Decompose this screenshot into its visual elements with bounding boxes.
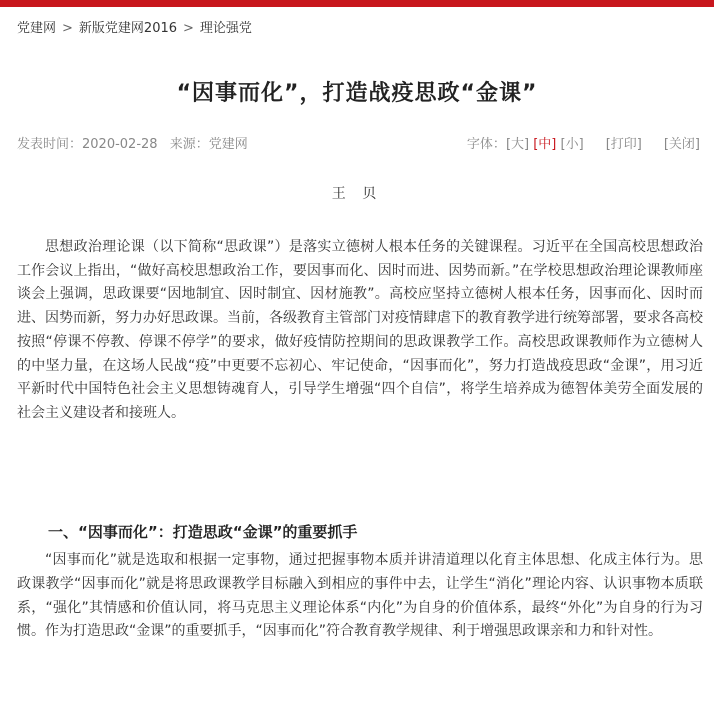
breadcrumb-separator: >	[62, 21, 73, 36]
paragraph: “因事而化”就是选取和根据一定事物，通过把握事物本质并讲清道理以化育主体思想、化成主体行为。思政课教学“因事而化”就是将思政课教学目标融入到相应的事件中去，让学生“消化”理论内容、认识事物本质联系，“强化”其情感和价值认同，将马克思主义理论体系“内化”为自身的价值体系，最终“外化”为自身的行为习惯。作为打造思政“金课”的重要抓手，“因事而化”符合教育教学规律、利于增强思政课亲和力和针对性。	[17, 552, 703, 640]
top-accent-bar	[0, 0, 714, 7]
paragraph: 思想政治理论课（以下简称“思政课”）是落实立德树人根本任务的关键课程。习近平在全国高校思想政治工作会议上指出，“做好高校思想政治工作，要因事而化、因时而进、因势而新。”在学校思想政治理论课教师座谈会上强调，思政课要“因地制宜、因时制宜、因材施教”。高校应坚持立德树人根本任务，因事而化、因时而进、因势而新，努力办好思政课。当前，各级教育主管部门对疫情肆虐下的教育教学进行统筹部署，要求各高校按照“停课不停教、停课不停学”的要求，做好疫情防控期间的思政课教学工作。高校思政课教师作为立德树人的中坚力量，在这场人民战“疫”中更要不忘初心、牢记使命，“因事而化”，努力打造战疫思政“金课”，用习近平新时代中国特色社会主义思想铸魂育人，引导学生增强“四个自信”，将学生培养成为德智体美劳全面发展的社会主义建设者和接班人。	[17, 239, 703, 421]
article-source	[170, 137, 248, 152]
article-title: “因事而化”，打造战疫思政“金课”	[176, 81, 538, 106]
breadcrumb-separator: >	[183, 21, 194, 36]
article-author: 王 贝	[331, 186, 383, 202]
print-button[interactable]: [打印]	[605, 137, 642, 152]
breadcrumb-home-link[interactable]: 党建网	[17, 21, 57, 36]
font-size-label: 字体：	[466, 137, 506, 152]
breadcrumb-section-link[interactable]: 新版党建网2016	[78, 21, 178, 36]
publish-date-value: 2020-02-28	[82, 137, 158, 152]
article-body-intro	[17, 236, 703, 426]
article-tools	[467, 133, 700, 152]
article-meta	[17, 133, 256, 152]
publish-label: 发表时间：	[17, 137, 83, 152]
close-button[interactable]: [关闭]	[663, 137, 700, 152]
article-body-section1	[17, 549, 703, 644]
section-heading: 一、“因事而化”：打造思政“金课”的重要抓手	[48, 523, 358, 541]
breadcrumb-category-link[interactable]: 理论强党	[199, 21, 252, 36]
font-size-medium-button[interactable]: [中]	[533, 137, 557, 152]
source-label: 来源：	[169, 137, 209, 152]
font-size-small-button[interactable]: [小]	[560, 137, 584, 152]
source-value: 党建网	[208, 137, 248, 152]
font-size-large-button[interactable]: [大]	[505, 137, 530, 152]
breadcrumb	[17, 17, 252, 36]
publish-date	[17, 137, 158, 152]
